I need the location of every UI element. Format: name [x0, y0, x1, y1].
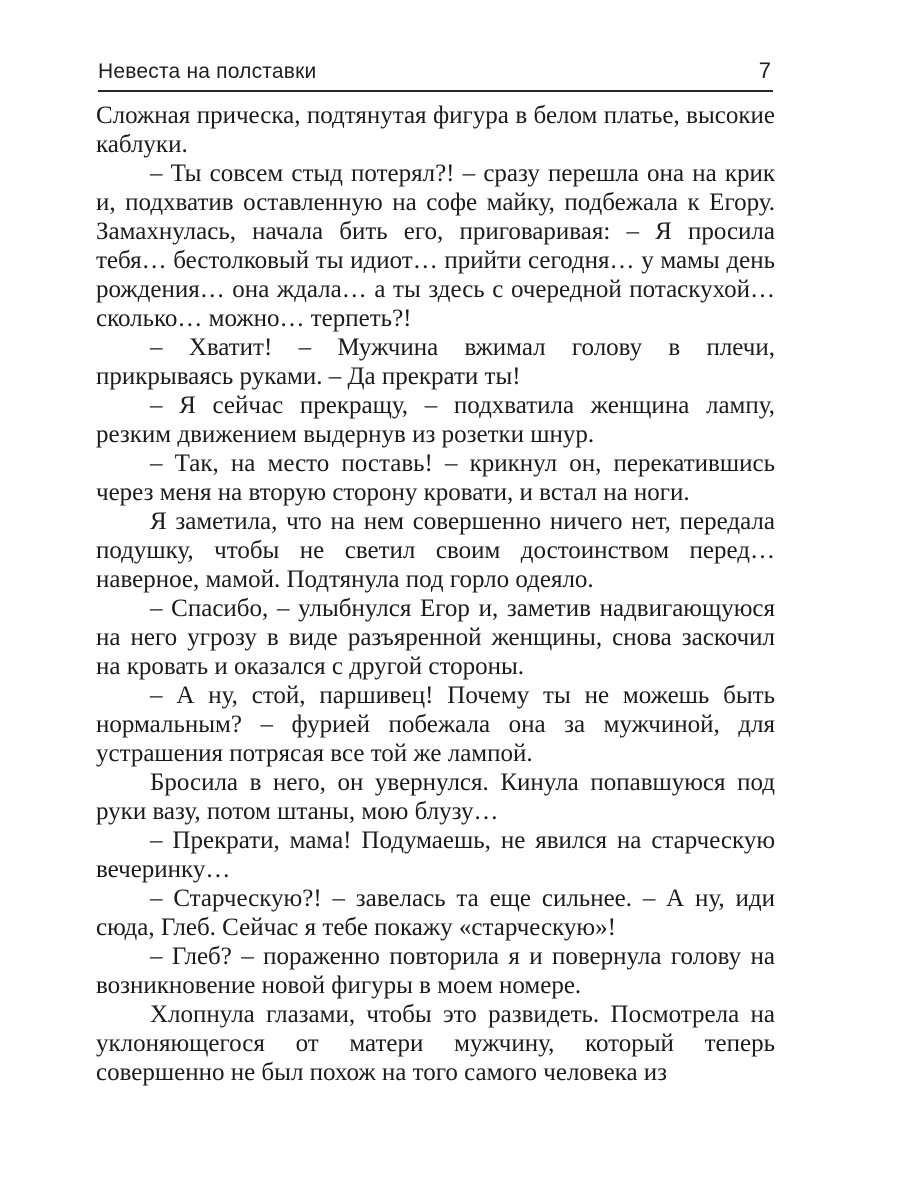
- paragraph: – Я сейчас прекращу, – подхватила женщина лампу, резким движением выдернув из розетки шнур.: [96, 392, 775, 448]
- paragraph: Бросила в него, он увернулся. Кинула попавшуюся под руки вазу, потом штаны, мою блузу…: [96, 769, 775, 825]
- book-title: Невеста на полставки: [98, 60, 317, 83]
- paragraph: Хлопнула глазами, чтобы это развидеть. Посмотрела на уклоняющегося от матери мужчину, который теперь совершенно не был похож на того самого человека из: [96, 1001, 775, 1086]
- paragraph: Я заметила, что на нем совершенно ничего нет, передала подушку, чтобы не светил своим достоинством перед… наверное, мамой. Подтянула под горло одеяло.: [96, 508, 775, 593]
- paragraph: – Ты совсем стыд потерял?! – сразу перешла она на крик и, подхватив оставленную на софе майку, подбежала к Егору. Замахнулась, начала бить его, приговаривая: – Я просила тебя… бестолковый ты идиот… прийти сегодня… у мамы день рождения… она ждала… а ты здесь с очередной потаскухой… сколько… можно… терпеть?!: [96, 160, 775, 332]
- paragraph: – Спасибо, – улыбнулся Егор и, заметив надвигающуюся на него угрозу в виде разъяренной женщины, снова заскочил на кровать и оказался с другой стороны.: [96, 595, 775, 680]
- body-text: [96, 101, 775, 1087]
- paragraph: Сложная прическа, подтянутая фигура в белом платье, высокие каблуки.: [96, 102, 775, 158]
- paragraph: – Прекрати, мама! Подумаешь, не явился на старческую вечеринку…: [96, 827, 775, 883]
- paragraph: – Глеб? – пораженно повторила я и повернула голову на возникновение новой фигуры в моем номере.: [96, 943, 775, 999]
- paragraph: – Так, на место поставь! – крикнул он, перекатившись через меня на вторую сторону кровати, и встал на ноги.: [96, 450, 775, 506]
- paragraph: – Старческую?! – завелась та еще сильнее. – А ну, иди сюда, Глеб. Сейчас я тебе покажу «старческую»!: [96, 885, 775, 941]
- page-number: 7: [758, 58, 771, 83]
- paragraph: – А ну, стой, паршивец! Почему ты не можешь быть нормальным? – фурией побежала она за мужчиной, для устрашения потрясая все той же лампой.: [96, 682, 775, 767]
- running-header: [98, 58, 773, 92]
- paragraph: – Хватит! – Мужчина вжимал голову в плечи, прикрываясь руками. – Да прекрати ты!: [96, 334, 775, 390]
